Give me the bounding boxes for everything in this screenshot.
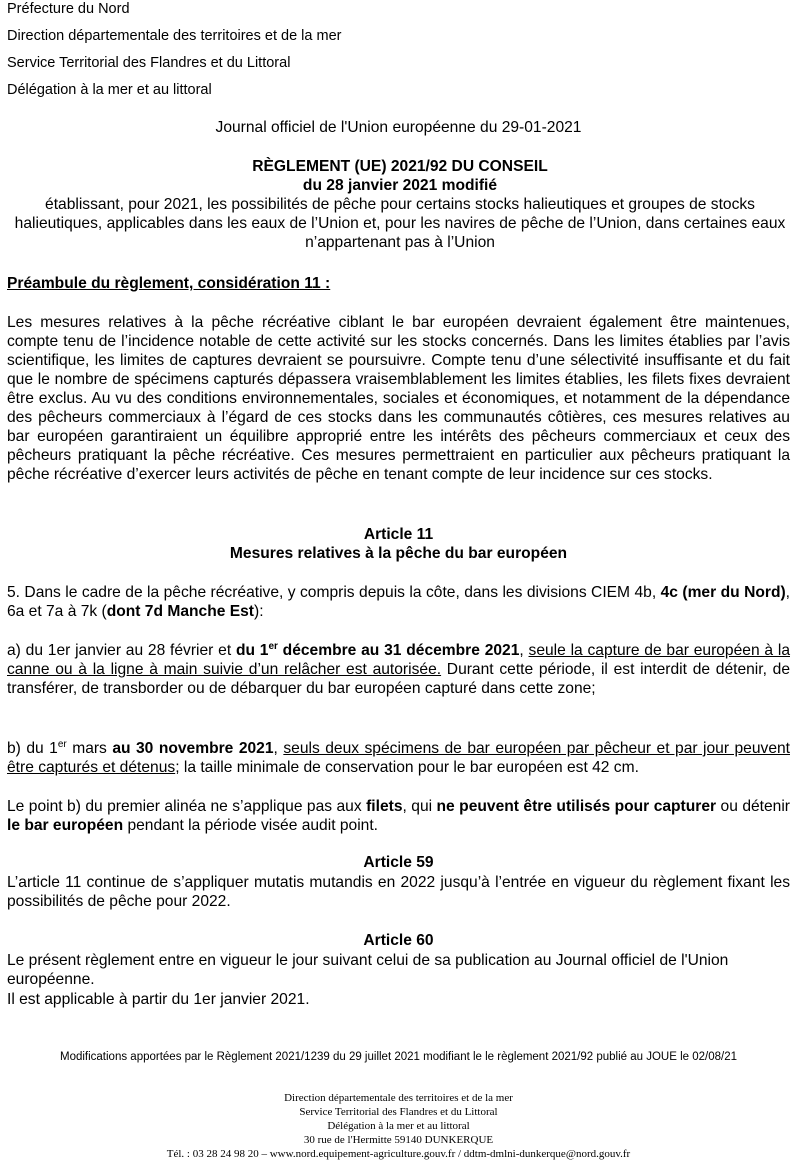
point-b-text-4: ; la taille minimale de conservation pour le bar européen est 42 cm. <box>175 759 639 776</box>
article-59-text: L’article 11 continue de s’appliquer mutatis mutandis en 2022 jusqu’à l’entrée en vigueur du règlement fixant les possibilités de pêche pour 2022. <box>7 874 790 910</box>
regulation-date: du 28 janvier 2021 modifié <box>302 177 498 194</box>
letterhead-delegation: Délégation à la mer et au littoral <box>7 82 212 98</box>
nets-prohibition: ne peuvent être utilisés pour capturer <box>436 798 717 815</box>
modification-note: Modifications apportées par le Règlement 2021/1239 du 29 juillet 2021 modifiant le le règlement 2021/92 publié au JOUE le 02/08/21 <box>59 1051 738 1063</box>
point-b-sup: er <box>57 738 67 750</box>
p5-text-3: ): <box>254 603 264 620</box>
p5-text-2: , 6a et 7a à 7k ( <box>7 584 791 620</box>
point-a-text-1: a) du 1er janvier au 28 février et <box>7 642 236 659</box>
article-11-subtitle: Mesures relatives à la pêche du bar européen <box>229 545 568 562</box>
p5-area-north-sea: 4c (mer du Nord) <box>660 584 786 601</box>
letterhead-direction: Direction départementale des territoires et de la mer <box>7 28 342 44</box>
point-b-date: au 30 novembre 2021 <box>112 740 274 757</box>
nets-text-2: , qui <box>402 798 437 815</box>
article-60-title: Article 60 <box>363 932 434 949</box>
article-60-text: Le présent règlement entre en vigueur le jour suivant celui de sa publication au Journal officiel de l'Union européenne. <box>7 952 729 988</box>
article-11-nets-clause <box>7 797 790 835</box>
article-11-point-a <box>7 641 790 698</box>
article-11-point-b <box>7 739 790 777</box>
point-a-text-3: Durant cette période, il est interdit de détenir, de transférer, de transborder ou de débarquer du bar européen capturé dans cette zone; <box>7 661 790 697</box>
footer-delegation: Délégation à la mer et au littoral <box>327 1120 470 1132</box>
letterhead-service: Service Territorial des Flandres et du Littoral <box>7 55 291 71</box>
letterhead <box>7 0 341 108</box>
nets-text-4: pendant la période visée audit point. <box>123 817 379 834</box>
nets-word: filets <box>366 798 403 815</box>
point-b-rule: seuls deux spécimens de bar européen par pêcheur et par jour peuvent être capturés et détenus <box>7 740 790 776</box>
point-a-date-2: décembre au 31 décembre 2021 <box>277 642 520 659</box>
article-59-title: Article 59 <box>363 854 434 871</box>
regulation-title: RÈGLEMENT (UE) 2021/92 DU CONSEIL <box>252 158 548 175</box>
point-b-text-3: , <box>273 740 284 757</box>
nets-species: le bar européen <box>7 817 124 834</box>
footer-contact: Tél. : 03 28 24 98 20 – www.nord.equipement-agriculture.gouv.fr / ddtm-dmlni-dunkerque@nord.gouv.fr <box>166 1148 631 1160</box>
point-a-text-2: , <box>519 642 529 659</box>
regulation-title-block <box>10 157 790 252</box>
article-11-paragraph-5 <box>7 583 790 621</box>
footer-service: Service Territorial des Flandres et du Littoral <box>299 1106 498 1118</box>
point-b-text-2: mars <box>66 740 113 757</box>
footer-direction: Direction départementale des territoires et de la mer <box>284 1092 513 1104</box>
footer-address: 30 rue de l'Hermitte 59140 DUNKERQUE <box>303 1134 494 1146</box>
journal-reference: Journal officiel de l'Union européenne du 29-01-2021 <box>215 119 582 136</box>
point-a-sup: er <box>268 640 278 652</box>
article-11-heading <box>7 525 790 563</box>
preamble-heading: Préambule du règlement, considération 11 : <box>7 275 331 292</box>
nets-text-1: Le point b) du premier alinéa ne s’applique pas aux <box>7 798 367 815</box>
p5-text-1: 5. Dans le cadre de la pêche récréative, y compris depuis la côte, dans les divisions CIEM 4b, <box>7 584 661 601</box>
p5-area-channel: dont 7d Manche Est <box>106 603 254 620</box>
article-60-application: Il est applicable à partir du 1er janvier 2021. <box>7 991 310 1008</box>
letterhead-prefecture: Préfecture du Nord <box>7 1 130 17</box>
regulation-subtitle: établissant, pour 2021, les possibilités de pêche pour certains stocks halieutiques et groupes de stocks halieutiques, applicables dans les eaux de l’Union et, pour les navires de pêche de l’Union, dans certaines eaux n’appartenant pas à l’Union <box>14 196 786 251</box>
article-11-title: Article 11 <box>363 526 434 543</box>
point-a-rule: seule la capture de bar européen à la canne ou à la ligne à main suivie d’un relâcher est autorisée. <box>7 642 790 678</box>
point-b-text-1: b) du 1 <box>7 740 58 757</box>
point-a-date-1: du 1 <box>235 642 269 659</box>
preamble-text: Les mesures relatives à la pêche récréative ciblant le bar européen devraient également être maintenues, compte tenu de l’incidence notable de cette activité sur les stocks concernés. Dans les limites établies par l’avis scientifique, les limites de captures devraient se poursuivre. Compte tenu d’une sélectivité insuffisante et du fait que le nombre de spécimens capturés dépassera vraisemblablement les limites établies, les filets fixes devraient être exclus. Au vu des conditions environnementales, sociales et économiques, et notamment de la dépendance des pêcheurs commerciaux à l’égard de ces stocks dans les communautés côtières, ces mesures relatives au bar européen garantiraient un équilibre approprié entre les intérêts des pêcheurs commerciaux et ceux des pêcheurs pratiquant la pêche récréative. Ces mesures permettraient en particulier aux pêcheurs pratiquant la pêche récréative d’exercer leurs activités de pêche en tenant compte de leur incidence sur ces stocks. <box>7 314 790 483</box>
page-footer <box>7 1091 790 1161</box>
nets-text-3: ou détenir <box>716 798 790 815</box>
